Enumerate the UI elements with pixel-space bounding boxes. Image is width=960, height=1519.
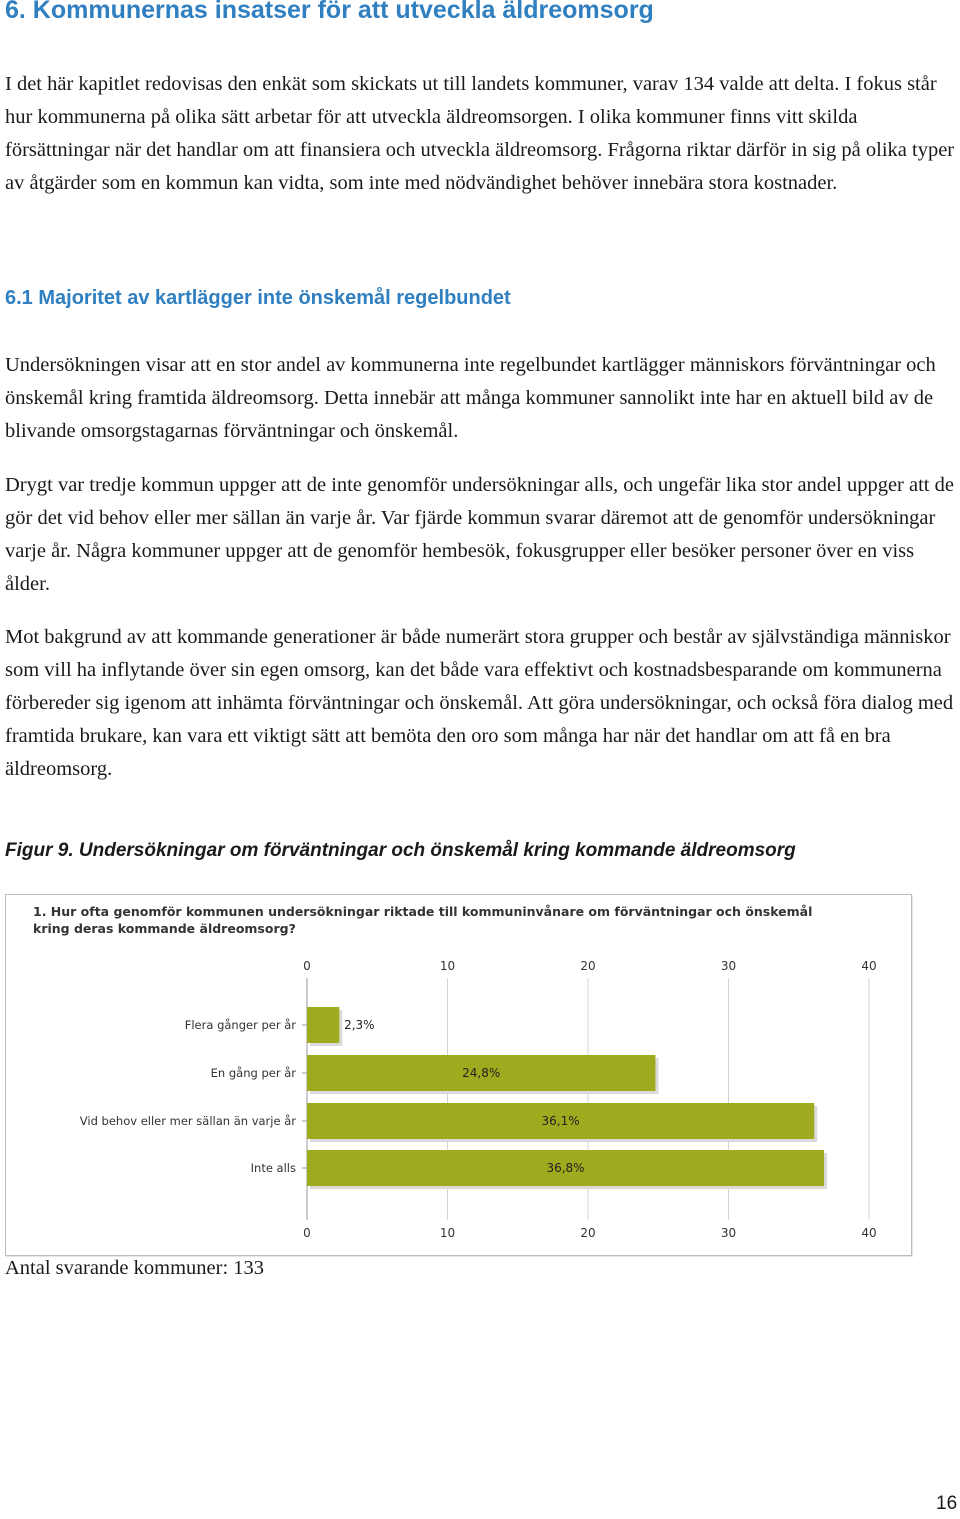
- survey-chart: [5, 894, 912, 1256]
- category-label: Flera gånger per år: [184, 1018, 296, 1032]
- category-label: Inte alls: [250, 1161, 296, 1175]
- x-tick-label-top: 20: [580, 959, 596, 973]
- x-tick-label-bottom: 0: [303, 1226, 311, 1240]
- intro-paragraph: I det här kapitlet redovisas den enkät som skickats ut till landets kommuner, varav 134 valde att delta. I fokus står hur kommunerna på olika sätt arbetar för att utveckla äldreomsorgen. I olika kommuner finns vitt skilda försättningar när det handlar om att finansiera och utveckla äldreomsorg. Frågorna riktar därför in sig på olika typer av åtgärder som en kommun kan vidta, som inte med nödvändighet behöver innebära stora kostnader.: [5, 73, 955, 194]
- body-paragraph: Undersökningen visar att en stor andel av kommunerna inte regelbundet kartlägger människors förväntningar och önskemål kring framtida äldreomsorg. Detta innebär att många kommuner sannolikt inte har en aktuell bild av de blivande omsorgstagarnas förväntningar och önskemål.: [5, 354, 936, 442]
- x-tick-label-top: 30: [720, 959, 737, 973]
- x-tick-label-bottom: 40: [861, 1226, 877, 1240]
- bar: [307, 1007, 339, 1043]
- chart-question: 1. Hur ofta genomför kommunen undersökningar riktade till kommuninvånare om förväntningar och önskemål kring deras kommande äldreomsorg?: [33, 904, 813, 936]
- value-label: 2,3%: [344, 1018, 375, 1032]
- category-label: En gång per år: [210, 1066, 296, 1080]
- value-label: 36,1%: [541, 1114, 580, 1128]
- value-label: 36,8%: [546, 1161, 585, 1175]
- page-number: 16: [936, 1493, 958, 1514]
- body-paragraph: Drygt var tredje kommun uppger att de inte genomför undersökningar alls, och ungefär lika stor andel uppger att de gör det vid behov eller mer sällan än varje år. Var fjärde kommun svarar däremot att de genomför undersökningar varje år. Några kommuner uppger att de genomför hembesök, fokusgrupper eller besöker personer över en viss ålder.: [5, 474, 954, 595]
- x-tick-label-bottom: 30: [720, 1226, 737, 1240]
- x-tick-label-top: 40: [861, 959, 877, 973]
- body-paragraph: Mot bakgrund av att kommande generationer är både numerärt stora grupper och består av självständiga människor som vill ha inflytande över sin egen omsorg, kan det både vara effektivt och kostnadsbesparande om kommunerna förbereder sig igenom att inhämta förväntningar och önskemål. Att göra undersökningar, och också föra dialog med framtida brukare, kan vara ett viktigt sätt att bemöta den oro som många har när det handlar om att få en bra äldreomsorg.: [5, 626, 954, 780]
- bar-chart: [6, 895, 911, 1255]
- value-label: 24,8%: [462, 1066, 501, 1080]
- section-heading: 6.1 Majoritet av kartlägger inte önskemål regelbundet: [5, 287, 511, 309]
- category-label: Vid behov eller mer sällan än varje år: [79, 1114, 296, 1128]
- x-tick-label-bottom: 10: [439, 1226, 456, 1240]
- chapter-heading: 6. Kommunernas insatser för att utveckla äldreomsorg: [5, 0, 654, 24]
- figure-caption: Figur 9. Undersökningar om förväntningar och önskemål kring kommande äldreomsorg: [5, 840, 796, 861]
- x-tick-label-top: 0: [303, 959, 311, 973]
- respondent-count: Antal svarande kommuner: 133: [5, 1257, 265, 1279]
- x-tick-label-bottom: 20: [580, 1226, 596, 1240]
- x-tick-label-top: 10: [439, 959, 456, 973]
